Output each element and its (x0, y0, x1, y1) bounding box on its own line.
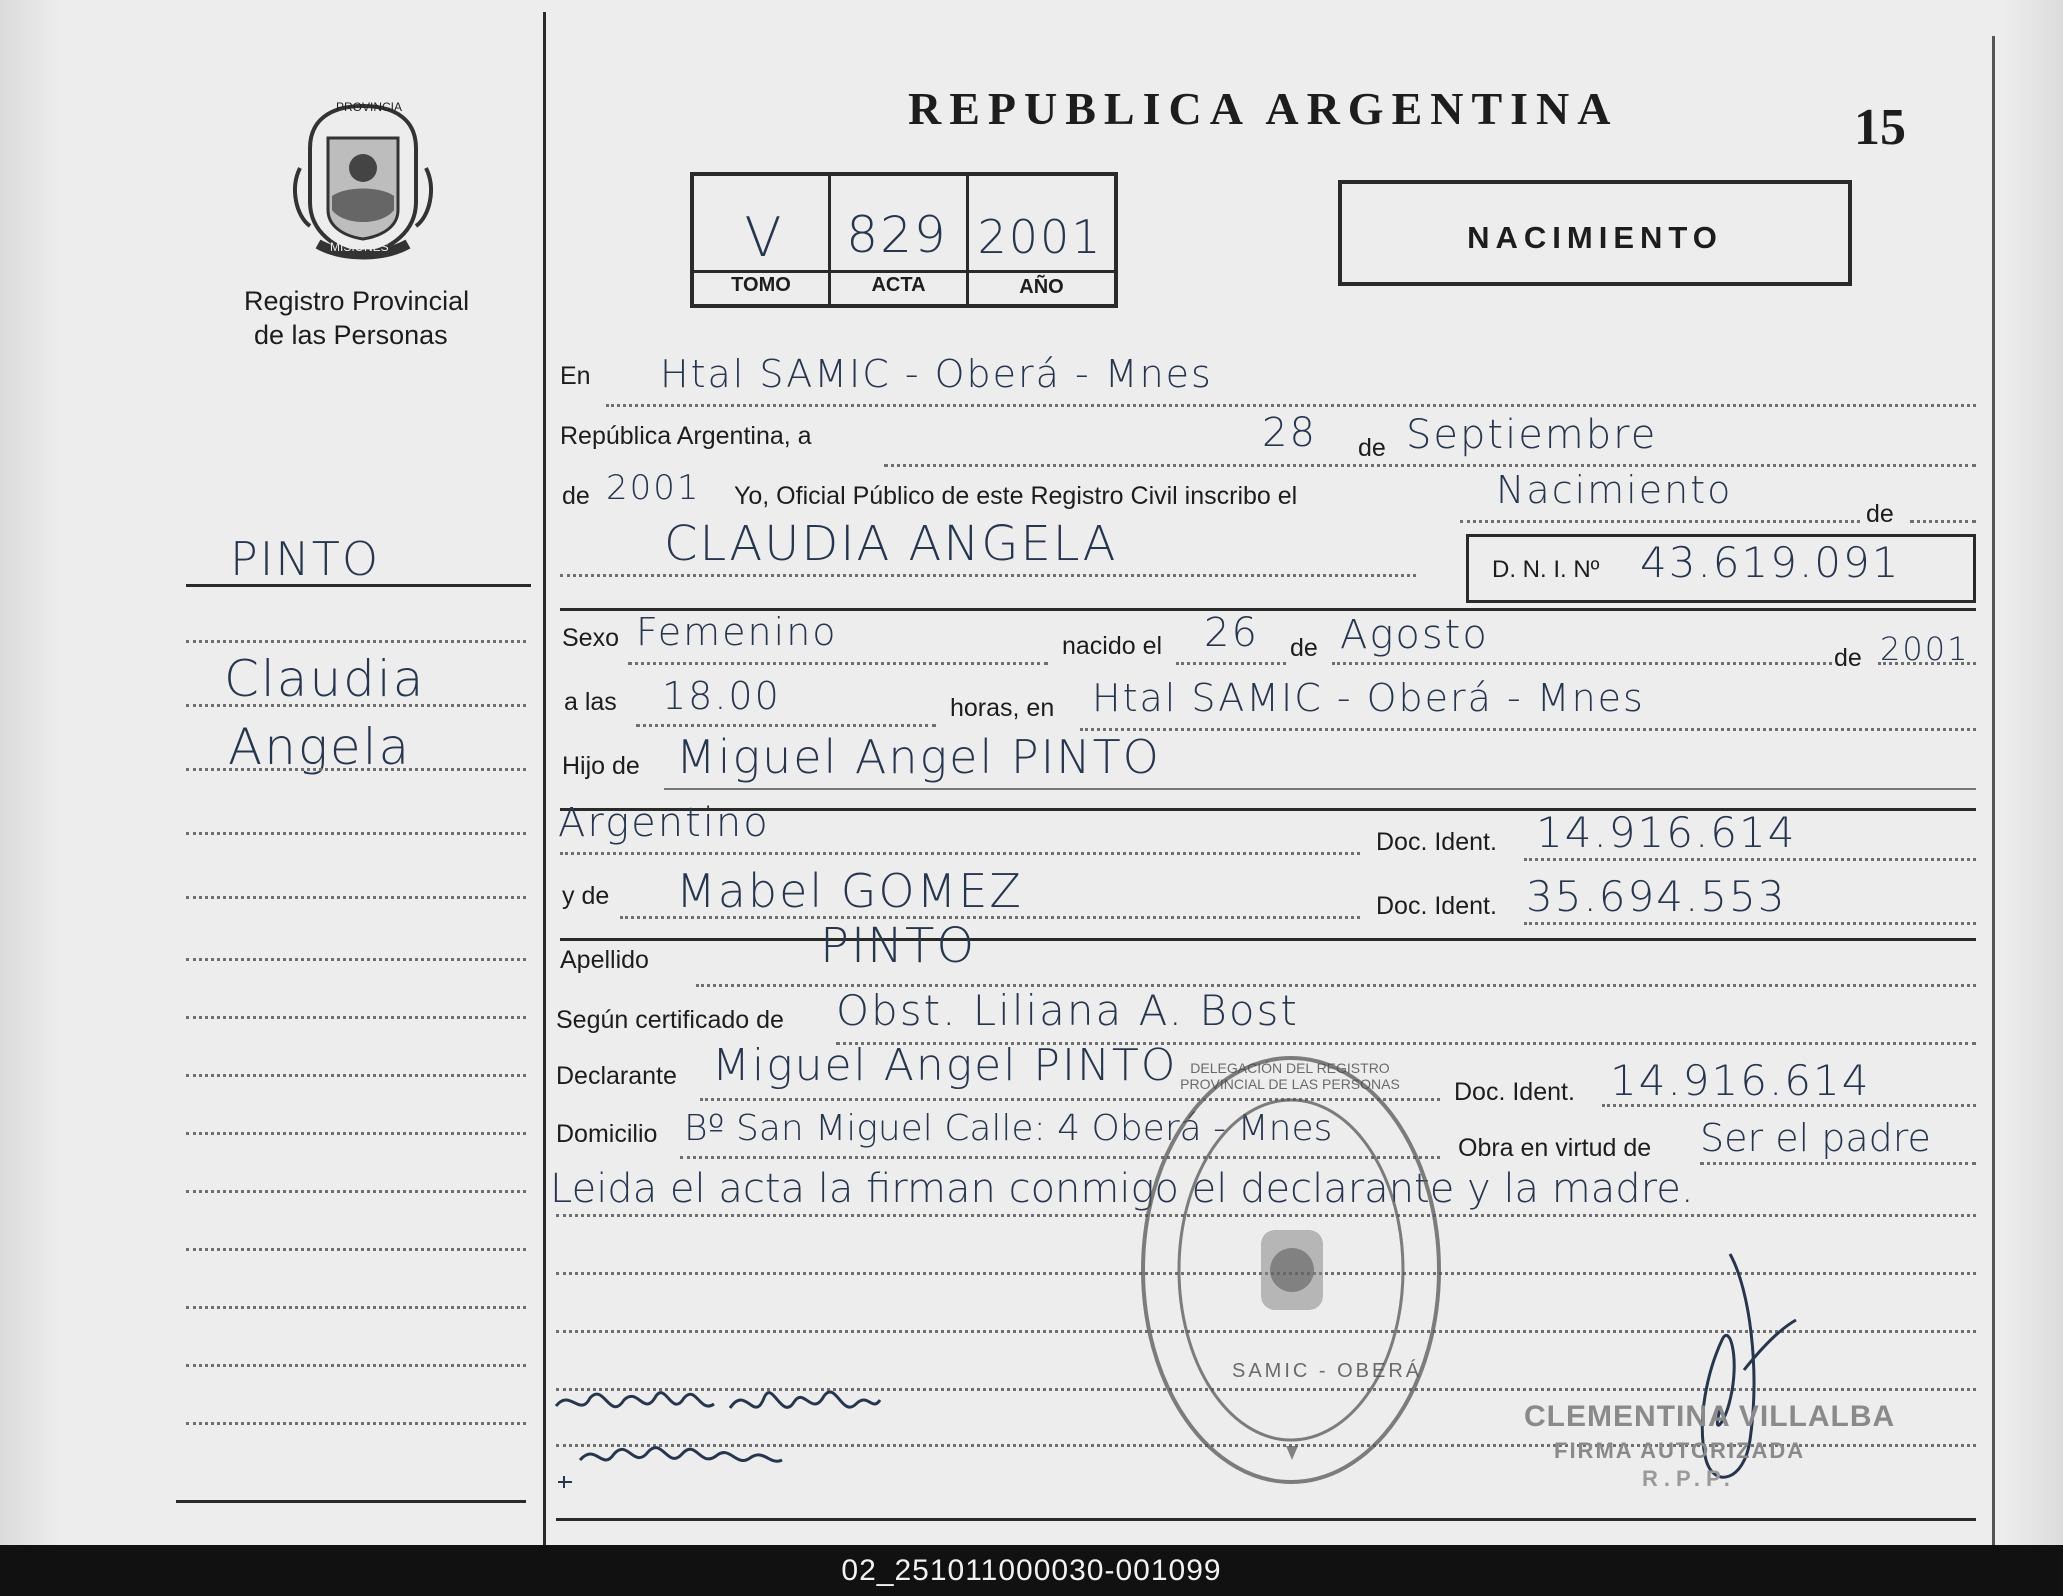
acta-label: ACTA (871, 274, 926, 296)
margin-line (186, 1364, 526, 1367)
margin-line (186, 1422, 526, 1425)
bottom-rule (556, 1518, 1976, 1521)
value-padre: Miguel Angel PINTO (676, 730, 1161, 784)
label-republica: República Argentina, a (560, 422, 812, 450)
label-sexo: Sexo (562, 624, 619, 652)
section-rule (1466, 600, 1976, 603)
value-nac-mes: Agosto (1340, 612, 1489, 658)
field-line (606, 404, 1976, 407)
label-y-de: y de (562, 882, 610, 910)
label-hijo-de: Hijo de (562, 752, 640, 780)
value-padre-doc: 14.916.614 (1536, 808, 1797, 857)
margin-line (186, 704, 526, 707)
label-domicilio: Domicilio (556, 1120, 658, 1148)
field-line (636, 724, 936, 727)
field-line (1460, 520, 1860, 523)
value-leida-el-acta: Leida el acta la firman conmigo el declarante y la madre. (550, 1166, 1694, 1212)
label-de3: de (1834, 644, 1862, 672)
label-segun: Según certificado de (556, 1006, 784, 1034)
official-role: FIRMA AUTORIZADA (1554, 1438, 1806, 1463)
label-doc-ident-madre: Doc. Ident. (1376, 892, 1497, 920)
field-line (560, 852, 1360, 855)
margin-bottom-rule (176, 1500, 526, 1503)
value-dni: 43.619.091 (1640, 538, 1901, 587)
value-domicilio: Bº San Miguel Calle: 4 Oberá - Mnes (684, 1108, 1333, 1149)
label-apellido: Apellido (560, 946, 649, 974)
margin-line (186, 1074, 526, 1077)
scan-id-bar: 02_251011000030-001099 (0, 1545, 2063, 1596)
field-line (1332, 662, 1832, 665)
provincial-seal-icon (288, 98, 438, 260)
margin-line (186, 1306, 526, 1309)
value-anio: 2001 (606, 468, 701, 508)
field-line (664, 788, 1976, 790)
value-nac-anio: 2001 (1880, 630, 1970, 668)
label-dni: D. N. I. Nº (1492, 556, 1600, 583)
seal-bottom-label: MISIONES (330, 240, 389, 254)
record-type: NACIMIENTO (1467, 220, 1723, 255)
field-line (560, 574, 1416, 577)
value-nombre: CLAUDIA ANGELA (664, 516, 1118, 572)
label-de-tail: de (1866, 500, 1894, 528)
country-title: REPUBLICA ARGENTINA (908, 83, 1619, 134)
value-sexo: Femenino (636, 610, 838, 654)
value-mes: Septiembre (1406, 412, 1658, 458)
declarant-signature-icon (550, 1378, 930, 1498)
seal-top-label: PROVINCIA (336, 100, 403, 114)
registry-name-line1: Registro Provincial (244, 286, 470, 316)
label-de: de (1358, 434, 1386, 462)
record-type-box (1338, 180, 1852, 286)
value-nac-lugar: Htal SAMIC - Oberá - Mnes (1092, 676, 1645, 720)
ano-label: AÑO (1019, 276, 1064, 298)
official-name: CLEMENTINA VILLALBA (1524, 1400, 1896, 1433)
margin-line (186, 958, 526, 961)
label-en: En (560, 362, 591, 390)
field-line (1080, 728, 1976, 731)
label-horas-en: horas, en (950, 694, 1055, 722)
margin-line (186, 1132, 526, 1135)
page-number: 15 (1854, 99, 1906, 156)
margin-line (186, 1190, 526, 1193)
field-line (884, 464, 1976, 467)
margin-surname: PINTO (230, 532, 381, 586)
label-de2: de (1290, 634, 1318, 662)
margin-line (186, 832, 526, 835)
field-line (1700, 1162, 1976, 1165)
seal-location-text: SAMIC - OBERÁ (1232, 1360, 1423, 1382)
label-a-las: a las (564, 688, 617, 716)
margin-line (186, 1016, 526, 1019)
registry-name-line2: de las Personas (254, 320, 448, 350)
tomo-value: V (744, 206, 784, 269)
value-hora: 18.00 (662, 674, 781, 718)
value-madre: Mabel GOMEZ (676, 864, 1023, 918)
margin-divider (543, 12, 546, 1545)
ano-value: 2001 (977, 210, 1103, 264)
field-line (628, 662, 1048, 665)
field-line (1524, 858, 1976, 861)
margin-line (186, 1248, 526, 1251)
value-acto: Nacimiento (1496, 468, 1733, 512)
value-declarante: Miguel Angel PINTO (712, 1040, 1178, 1091)
value-madre-doc: 35.694.553 (1526, 872, 1787, 921)
margin-line (186, 896, 526, 899)
right-edge-line (1992, 36, 1995, 1545)
value-obra: Ser el padre (1700, 1116, 1931, 1160)
label-yo-oficial: Yo, Oficial Público de este Registro Civil inscribo el (734, 482, 1298, 510)
label-doc-ident-padre: Doc. Ident. (1376, 828, 1497, 856)
tomo-label: TOMO (731, 274, 791, 296)
field-line (1910, 520, 1976, 523)
field-line (1524, 922, 1976, 925)
section-rule (560, 938, 1976, 941)
margin-surname-underline (186, 584, 531, 587)
margin-line (186, 768, 526, 771)
margin-line (186, 640, 526, 643)
label-nacido-el: nacido el (1062, 632, 1163, 660)
label-doc-ident-declarante: Doc. Ident. (1454, 1078, 1575, 1106)
official-initials: R.P.P. (1642, 1466, 1736, 1491)
value-nac-dia: 26 (1204, 610, 1259, 656)
value-certificado: Obst. Liliana A. Bost (836, 986, 1299, 1035)
seal-delegation-text: DELEGACIÓN DEL REGISTRO PROVINCIAL DE LAS PERSONAS (1180, 1060, 1400, 1092)
record-reference-box (690, 172, 1118, 308)
value-padre-nacionalidad: Argentino (558, 800, 770, 846)
delegation-seal-icon (1136, 1050, 1446, 1490)
value-declarante-doc: 14.916.614 (1610, 1056, 1871, 1105)
value-dia: 28 (1262, 410, 1317, 456)
value-lugar: Htal SAMIC - Oberá - Mnes (660, 352, 1213, 396)
field-line (1176, 662, 1286, 665)
label-declarante: Declarante (556, 1062, 677, 1090)
acta-value: 829 (846, 206, 948, 264)
label-de-anio: de (562, 482, 590, 510)
margin-given-name-2: Angela (228, 718, 412, 776)
value-apellido: PINTO (820, 918, 977, 974)
label-obra-en-virtud: Obra en virtud de (1458, 1134, 1652, 1162)
margin-given-name-1: Claudia (224, 650, 426, 708)
